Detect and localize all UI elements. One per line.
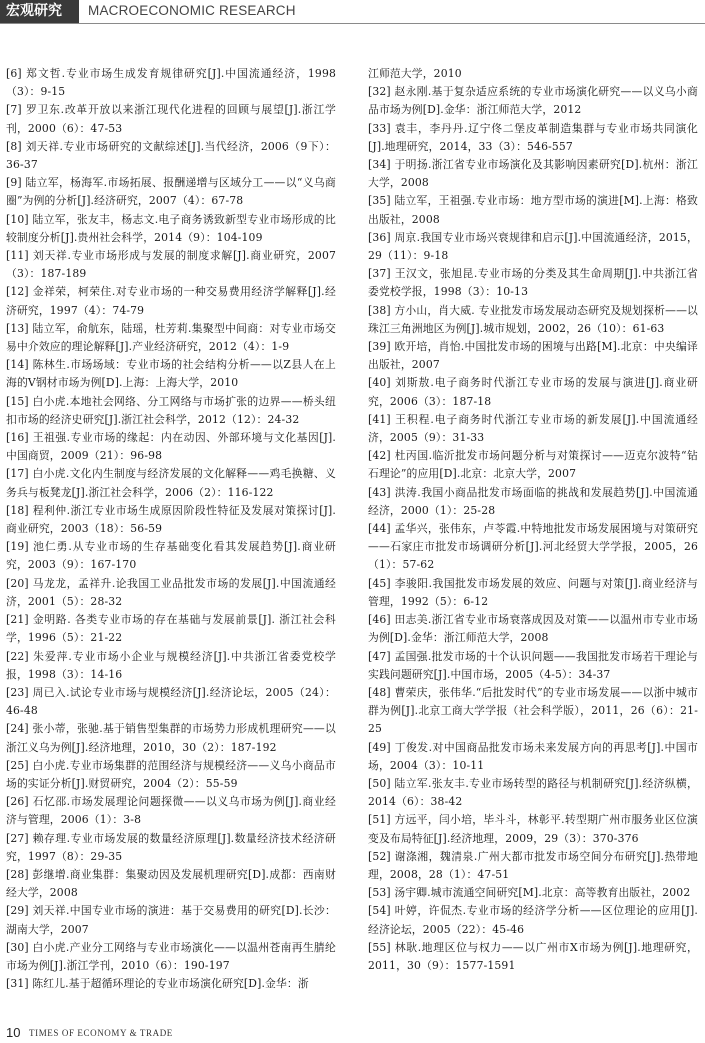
reference-entry: [55] 林耿.地理区位与权力——以广州市X市场为例[J].地理研究，2011，30（9）：1577-1591	[368, 940, 698, 972]
reference-entry: [13] 陆立军，俞航东，陆瑶，杜芳莉.集聚型中间商：对专业市场交易中介效应的理论解释[J].产业经济研究，2012（4）：1-9	[6, 321, 336, 354]
reference-entry: [30] 白小虎.产业分工网络与专业市场演化——以温州苍南再生腈纶市场为例[J].浙江学刊，2010（6）：190-197	[6, 940, 336, 972]
page-footer	[0, 1025, 705, 1043]
reference-entry: [31] 陈红儿.基于超循环理论的专业市场演化研究[D].金华：浙	[6, 977, 309, 991]
reference-entry: [14] 陈林生.市场场域：专业市场的社会结构分析——以Z县人在上海的V钢材市场为例[D].上海：上海大学，2010	[6, 358, 336, 390]
reference-entry: [33] 袁丰，李丹丹.辽宁佟二堡皮革制造集群与专业市场共同演化[J].地理研究，2014，33（3）：546-557	[368, 121, 698, 153]
reference-entry: [11] 刘天祥.专业市场形成与发展的制度求解[J].商业研究，2007（3）：187-189	[6, 249, 336, 281]
reference-entry: [19] 池仁勇.从专业市场的生存基础变化看其发展趋势[J].商业研究，2003（9）：167-170	[6, 540, 336, 572]
reference-entry: [17] 白小虎.文化内生制度与经济发展的文化解释——鸡毛换糖、义务兵与板凳龙[J].浙江社会科学，2006（2）：116-122	[6, 467, 336, 499]
reference-entry: [29] 刘天祥.中国专业市场的演进：基于交易费用的研究[D].长沙：湖南大学，2007	[6, 904, 336, 936]
reference-entry: [16] 王祖强.专业市场的缘起：内在动因、外部环境与文化基因[J].中国商贸，2009（21）：96-98	[6, 431, 336, 463]
page-number: 10	[6, 1025, 21, 1040]
header-rule	[0, 23, 705, 24]
reference-entry: [18] 程利仲.浙江专业市场生成原因阶段性特征及发展对策探讨[J].商业研究，2003（18）：56-59	[6, 503, 336, 536]
reference-entry: [41] 王积程.电子商务时代浙江专业市场的新发展[J].中国流通经济，2005（9）：31-33	[368, 412, 698, 445]
reference-entry: 江师范大学，2010	[368, 67, 462, 80]
reference-entry: [27] 赖存理.专业市场发展的数量经济原理[J].数量经济技术经济研究，1997（8）：29-35	[6, 831, 336, 863]
reference-entry: [6] 郑文哲.专业市场生成发育规律研究[J].中国流通经济，1998（3）：9-15	[6, 67, 336, 99]
references-left-column	[6, 65, 336, 993]
reference-entry: [28] 彭继增.商业集群：集聚动因及发展机理研究[D].成都：西南财经大学，2008	[6, 867, 336, 900]
reference-entry: [36] 周京.我国专业市场兴衰规律和启示[J].中国流通经济，2015，29（11）：9-18	[368, 230, 698, 263]
reference-entry: [25] 白小虎.专业市场集群的范围经济与规模经济——义乌小商品市场的实证分析[J].财贸研究，2004（2）：55-59	[6, 758, 336, 790]
reference-entry: [48] 曹荣庆，张伟华.“后批发时代”的专业市场发展——以浙中城市群为例[J].北京工商大学学报（社会科学版），2011，26（6）：21-25	[368, 685, 698, 736]
reference-entry: [10] 陆立军，张友丰，杨志文.电子商务诱致新型专业市场形成的比较制度分析[J].贵州社会科学，2014（9）：104-109	[6, 212, 336, 244]
reference-entry: [42] 杜丙国.临沂批发市场问题分析与对策探讨——迈克尔波特“钻石理论”的应用[D].北京：北京大学，2007	[368, 449, 698, 481]
reference-entry: [38] 方小山，肖大威. 专业批发市场发展动态研究及规划探析——以珠江三角洲地区为例[J].城市规划，2002，26（10）：61-63	[368, 303, 698, 335]
reference-entry: [9] 陆立军，杨海军.市场拓展、报酬递增与区域分工——以“义乌商圈”为例的分析[J].经济研究，2007（4）：67-78	[6, 176, 336, 208]
reference-entry: [26] 石忆邵.市场发展理论问题探微——以义乌市场为例[J].商业经济与管理，2006（1）：3-8	[6, 795, 336, 827]
reference-entry: [54] 叶婷，许侃杰.专业市场的经济学分析——区位理论的应用[J].经济论坛，2005（22）：45-46	[368, 904, 698, 936]
reference-entry: [39] 欧开培，肖怡.中国批发市场的困境与出路[M].北京：中央编译出版社，2007	[368, 340, 698, 372]
reference-entry: [40] 刘斯敖.电子商务时代浙江专业市场的发展与演进[J].商业研究，2006（3）：187-18	[368, 376, 698, 408]
reference-entry: [7] 罗卫东.改革开放以来浙江现代化进程的回顾与展望[J].浙江学刊，2000（6）：47-53	[6, 103, 336, 135]
reference-entry: [21] 金明路. 各类专业市场的存在基础与发展前景[J]. 浙江社会科学，1996（5）：21-22	[6, 613, 336, 645]
reference-entry: [45] 李骏阳.我国批发市场发展的效应、问题与对策[J].商业经济与管理，1992（5）：6-12	[368, 576, 698, 608]
reference-entry: [51] 方远平，闫小培，毕斗斗，林彰平.转型期广州市服务业区位演变及布局特征[J].经济地理，2009，29（3）：370-376	[368, 813, 698, 845]
reference-entry: [49] 丁俊发.对中国商品批发市场未来发展方向的再思考[J].中国市场，2004（3）：10-11	[368, 740, 698, 772]
journal-name: TIMES OF ECONOMY & TRADE	[29, 1028, 173, 1038]
section-label: 宏观研究	[0, 0, 79, 23]
reference-entry: [46] 田志美.浙江省专业市场衰落成因及对策——以温州市专业市场为例[D].金华：浙江师范大学，2008	[368, 613, 698, 645]
reference-entry: [47] 孟国强.批发市场的十个认识问题——我国批发市场若干理论与实践问题研究[J].中国市场，2005（4-5）：34-37	[368, 649, 698, 681]
reference-entry: [43] 洪涛.我国小商品批发市场面临的挑战和发展趋势[J].中国流通经济，2000（1）：25-28	[368, 485, 698, 517]
reference-entry: [44] 孟华兴，张伟东，卢苓霞.中特地批发市场发展困境与对策研究——石家庄市批发市场调研分析[J].河北经贸大学学报，2005，26（1）：57-62	[368, 522, 698, 572]
reference-entry: [52] 谢涤湘，魏清泉.广州大都市批发市场空间分布研究[J].热带地理，2008，28（1）：47-51	[368, 849, 698, 881]
reference-entry: [50] 陆立军.张友丰.专业市场转型的路径与机制研究[J].经济纵横，2014（6）：38-42	[368, 776, 698, 809]
running-header	[0, 0, 705, 27]
section-label-en: MACROECONOMIC RESEARCH	[88, 3, 296, 18]
reference-entry: [8] 刘天祥.专业市场研究的文献综述[J].当代经济，2006（9下）：36-37	[6, 139, 336, 172]
reference-entry: [34] 于明扬.浙江省专业市场演化及其影响因素研究[D].杭州：浙江大学，2008	[368, 158, 698, 190]
reference-entry: [35] 陆立军，王祖强.专业市场：地方型市场的演进[M].上海：格致出版社，2008	[368, 194, 698, 226]
reference-entry: [12] 金祥荣，柯荣住.对专业市场的一种交易费用经济学解释[J].经济研究，1997（4）：74-79	[6, 285, 336, 317]
reference-entry: [15] 白小虎.本地社会网络、分工网络与市场扩张的边界——桥头纽扣市场的经济史研究[J].浙江社会科学，2012（12）：24-32	[6, 394, 336, 426]
reference-entry: [23] 周已入.试论专业市场与规模经济[J].经济论坛，2005（24）：46-48	[6, 685, 336, 718]
references-right-column	[368, 65, 698, 975]
reference-entry: [32] 赵永刚.基于复杂适应系统的专业市场演化研究——以义乌小商品市场为例[D].金华：浙江师范大学，2012	[368, 85, 698, 117]
reference-entry: [37] 王汉文，张旭昆.专业市场的分类及其生命周期[J].中共浙江省委党校学报，1998（3）：10-13	[368, 267, 698, 299]
reference-entry: [20] 马龙龙，孟祥升.论我国工业品批发市场的发展[J].中国流通经济，2001（5）：28-32	[6, 576, 336, 608]
reference-entry: [53] 汤宇卿.城市流通空间研究[M].北京：高等教育出版社，2002	[368, 886, 691, 900]
reference-entry: [22] 朱爱萍.专业市场小企业与规模经济[J].中共浙江省委党校学报，1998（3）：14-16	[6, 649, 336, 681]
reference-entry: [24] 张小蒂，张驰.基于销售型集群的市场势力形成机理研究——以浙江义乌为例[J].经济地理，2010，30（2）：187-192	[6, 722, 336, 754]
